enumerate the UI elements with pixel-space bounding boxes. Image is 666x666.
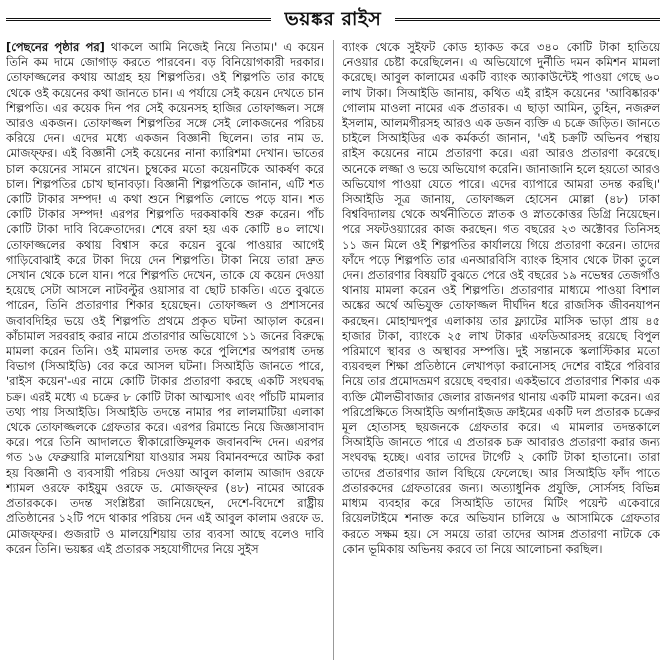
column-divider (333, 40, 334, 660)
right-column-text: ব্যাংক থেকে সুইফট কোড হ্যাকড করে ৩৪০ কোটি টাকা হাতিয়ে নেওয়ার চেষ্টা করেছিলেন। এ অভিযোগে দুর্নীতি দমন কমিশন মামলা করেছে। আবুল কালামের একটি ব্যাংক অ্যাকাউন্টেই পাওয়া গেছে ৬০ লাখ টাকা। সিআইডি জানায়, কথিত এই রাইস কয়েনের 'আবিষ্কারক' গোলাম মাওলা নামের এক প্রতারক। এ ছাড়া আমিন, তুহিন, নজরুল ইসলাম, আলমগীরসহ আরও এক ডজন ব্যক্তি এ চক্রে জড়িত। জানতে চাইলে সিআইডির এক কর্মকর্তা জানান, 'এই চক্রটি অভিনব পন্থায় রাইস কয়েনের নামে প্রতারণা করে। এরা আরও প্রতারণা করেছে। অনেকে লজ্জা ও ভয়ে অভিযোগ করেনি। জানাজানি হলে হয়তো আরও অভিযোগ পাওয়া যেতে পারে। এদের ব্যাপারে আমরা তদন্ত করছি।' সিআইডি সূত্র জানায়, তোফাজ্জল হোসেন মোল্লা (৪৮) ঢাকা বিশ্ববিদ্যালয় থেকে অর্থনীতিতে স্নাতক ও স্নাতকোত্তর ডিগ্রি নিয়েছেন। পরে সফটওয়্যারের কাজ করছেন। গত বছরের ২৩ অক্টোবর তিনিসহ ১১ জন মিলে ওই শিল্পপতির কার্যালয়ে গিয়ে প্রতারণা করেন। তাদের ফাঁদে পড়ে শিল্পপতি তার এনআরবিসি ব্যাংক হিসাব থেকে টাকা তুলে দেন। প্রতারণার বিষয়টি বুঝতে পেরে ওই বছরের ১৯ নভেম্বর তেজগাঁও থানায় মামলা করেন ওই শিল্পপতি। প্রতারণার মাধ্যমে পাওয়া বিশাল অঙ্কের অর্থে অভিযুক্ত তোফাজ্জল দীর্ঘদিন ধরে রাজসিক জীবনযাপন করছেন। মোহাম্মদপুর এলাকায় তার ফ্ল্যাটের মাসিক ভাড়া প্রায় ৪৫ হাজার টাকা, ব্যাংকে ২৫ লাখ টাকার এফডিআরসহ রয়েছে বিপুল পরিমাণে স্থাবর ও অস্থাবর সম্পত্তি। দুই সন্তানকে স্কলাস্টিকার মতো ব্যয়বহুল শিক্ষা প্রতিষ্ঠানে লেখাপড়া করানোসহ দেশের বাইরে পরিবার নিয়ে তার প্রমোদভ্রমণ রয়েছে বহুবার। একইভাবে প্রতারণার শিকার এক ব্যক্তি মৌলভীবাজার জেলার রাজনগর থানায় একটি মামলা করেন। এর পরিপ্রেক্ষিতে সিআইডি অর্গানাইজড ক্রাইমের একটি দল প্রতারক চক্রের মূল হোতাসহ ছয়জনকে গ্রেফতার করে। এ মামলার তদন্তকালে সিআইডি জানতে পারে এ প্রতারক চক্র আবারও প্রতারণা করার জন্য সংঘবদ্ধ হচ্ছে। এবার তাদের টার্গেট ২ কোটি টাকা হাতানো। তারা তাদের প্রতারণার জাল বিছিয়ে ফেলেছে। আর সিআইডি ফাঁদ পাতে প্রতারকদের গ্রেফতারের জন্য। অত্যাধুনিক প্রযুক্তি, সোর্সসহ বিভিন্ন মাধ্যম ব্যবহার করে সিআইডি তাদের মিটিং পয়েন্ট একেবারে রিয়েলটাইমে শনাক্ত করে অভিযান চালিয়ে ৬ আসামিকে গ্রেফতার করতে সক্ষম হয়। সে সময়ে তারা তাদের আসন্ন প্রতারণা নাটকে কে কোন ভূমিকায় অভিনয় করবে তা নিয়ে আলোচনা করছিল। (342, 40, 660, 556)
left-column (6, 40, 324, 660)
continued-from-label: [পেছনের পৃষ্ঠার পর] (6, 40, 105, 54)
left-column-text (6, 40, 324, 557)
article-title: ভয়ঙ্কর রাইস (271, 4, 396, 34)
article-body (6, 40, 660, 660)
article-header (6, 4, 660, 34)
left-column-body: থাকলে আমি নিজেই নিয়ে নিতাম।' এ কয়েন তিনি কম দামে জোগাড় করতে পারবেন। বড় বিনিয়োগকারী দরকার। তোফাজ্জলের কথায় আগ্রহ হয় শিল্পপতির। ওই শিল্পপতি তার কাছে থেকে ওই কয়েনের কথা জানতে চান। এ পর্যায়ে সেই কয়েন দেখতে চান শিল্পপতি। এর কয়েক দিন পর সেই কয়েনসহ হাজির তোফাজ্জল। সঙ্গে আরও একজন। তোফাজ্জল শিল্পপতির সঙ্গে সেই লোকজনের পরিচয় করিয়ে দেন। এদের মধ্যে একজন বিজ্ঞানী ছিলেন। তার নাম ড. মোজফ্ফর। এই বিজ্ঞানী সেই কয়েনের নানা ক্যারিশমা দেখান। ভাতের চাল কয়েনের সামনে রাখেন। চুম্বকের মতো কয়েনটিকে আকর্ষণ করে চাল। শিল্পপতির চোখ ছানাবড়া। বিজ্ঞানী শিল্পপতিকে জানান, এটি শত কোটি টাকার সম্পদ! এ কথা শুনে শিল্পপতি লোভে পড়ে যান। শত কোটি টাকার সম্পদ! এরপর শিল্পপতি দরকষাকষি শুরু করেন। পাঁচ কোটি টাকা দাবি বিক্রেতাদের। শেষে রফা হয় এক কোটি ৪০ লাখে। তোফাজ্জলের কথায় বিশ্বাস করে কয়েন বুঝে পাওয়ার আগেই গাড়িবোঝাই করে টাকা দিয়ে দেন শিল্পপতি। টাকা নিয়ে তারা দ্রুত সেখান থেকে চলে যান। পরে শিল্পপতি দেখেন, তাকে যে কয়েন দেওয়া হয়েছে সেটা আসলে নাটবল্টুর ওয়াসার বা ছোট চাকতি। এতে বুঝতে পারেন, তিনি প্রতারণার শিকার হয়েছেন। তোফাজ্জল ও প্রশাসনের জবাবদিহির ভয়ে ওই শিল্পপতি প্রথমে প্রকৃত ঘটনা আড়াল করেন। কাঁচামাল সরবরাহ করার নামে প্রতারণার অভিযোগে ১১ জনের বিরুদ্ধে মামলা করেন তিনি। ওই মামলার তদন্ত করে পুলিশের অপরাধ তদন্ত বিভাগ (সিআইডি) বের করে আসল ঘটনা। সিআইডি জানতে পারে, 'রাইস কয়েন'-এর নামে কোটি টাকার প্রতারণা করছে একটি সংঘবদ্ধ চক্র। এরই মধ্যে এ চক্রের ৮ কোটি টাকা আত্মসাৎ এবং পাঁচটি মামলার তথ্য পায় সিআইডি। সিআইডি তদন্তে নামার পর লালমাটিয়া এলাকা থেকে তোফাজ্জলকে গ্রেফতার করে। এরপর রিমান্ডে নিয়ে জিজ্ঞাসাবাদ করে। পরে তিনি আদালতে স্বীকারোক্তিমূলক জবানবন্দি দেন। এরপর গত ১৬ ফেব্রুয়ারি মালয়েশিয়া যাওয়ার সময় বিমানবন্দরে আটক করা হয় বিজ্ঞানী ও ব্যবসায়ী পরিচয় দেওয়া আবুল কালাম আজাদ ওরফে শ্যামল ওরফে কাইয়ুম ওরফে ড. মোজফ্ফর (৪৮) নামের আরেক প্রতারককে। তদন্ত সংশ্লিষ্টরা জানিয়েছেন, দেশে-বিদেশে রাষ্ট্রীয় প্রতিষ্ঠানের ১২টি পদে থাকার পরিচয় দেন এই আবুল কালাম ওরফে ড. মোজফ্ফর। গুজরাট ও মালয়েশিয়ায় তার ব্যবসা আছে বলেও দাবি করেন তিনি। ভয়ঙ্কর এই প্রতারক সহযোগীদের নিয়ে সুইস (6, 40, 324, 556)
newspaper-page (6, 4, 660, 662)
right-column (342, 40, 660, 660)
